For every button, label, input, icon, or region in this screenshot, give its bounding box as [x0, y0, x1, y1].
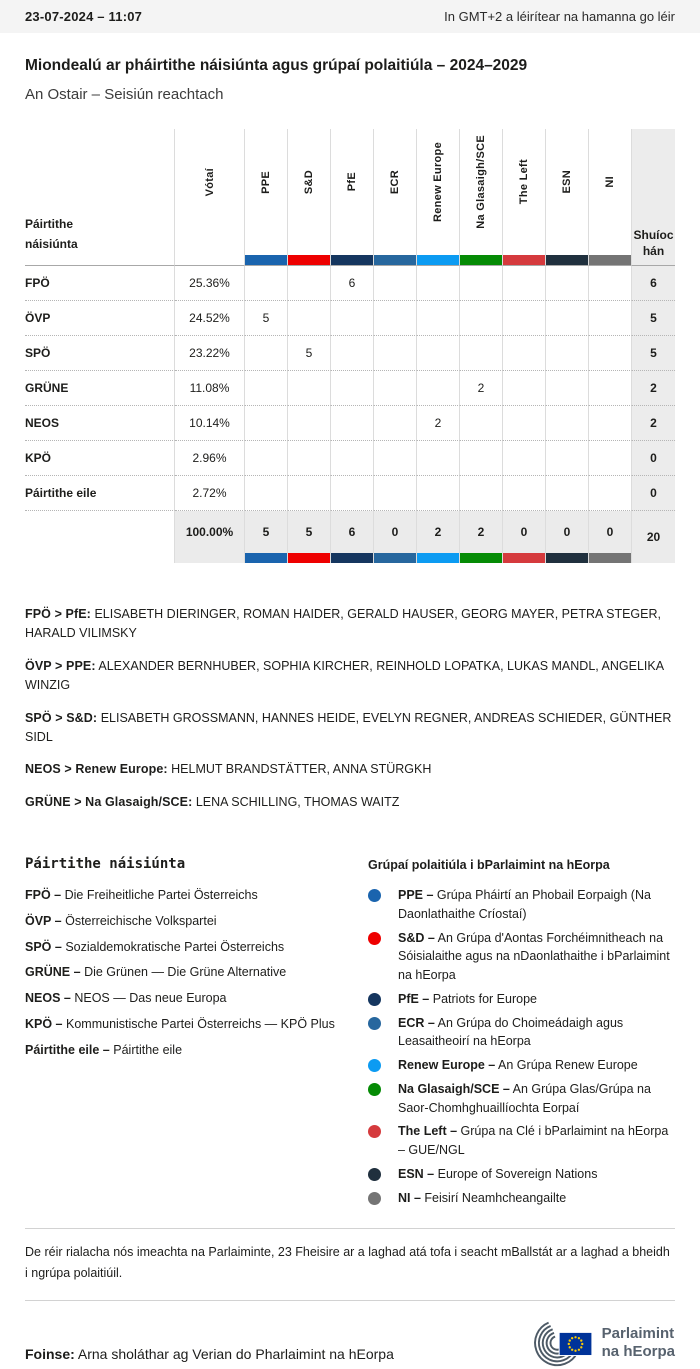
- seat-cell: [503, 441, 546, 476]
- group-color-bar: [546, 553, 588, 563]
- member-list-item: [25, 605, 675, 644]
- seat-cell: [546, 406, 589, 441]
- legend-item: ÖVP – Österreichische Volkspartei: [25, 913, 217, 928]
- group-column-header: Renew Europe: [417, 129, 460, 266]
- group-color-bar: [460, 553, 502, 563]
- seat-total-cell: 0: [632, 476, 675, 511]
- seat-cell: [546, 476, 589, 511]
- member-list-names: ELISABETH GROSSMANN, HANNES HEIDE, EVELYN REGNER, ANDREAS SCHIEDER, GÜNTHER SIDL: [25, 710, 672, 744]
- seat-cell: [288, 441, 331, 476]
- votes-column-header: Vótaí: [175, 129, 245, 266]
- group-column-header: PfE: [331, 129, 374, 266]
- seat-cell: [374, 336, 417, 371]
- seat-cell: 5: [288, 336, 331, 371]
- seat-cell: [589, 441, 632, 476]
- seat-cell: [288, 406, 331, 441]
- seat-cell: [374, 476, 417, 511]
- member-list-names: ALEXANDER BERNHUBER, SOPHIA KIRCHER, REINHOLD LOPATKA, LUKAS MANDL, ANGELIKA WINZIG: [25, 658, 664, 693]
- group-column-header: NI: [589, 129, 632, 266]
- votes-cell: 11.08%: [175, 371, 245, 406]
- seat-cell: [417, 441, 460, 476]
- source-line: [25, 1324, 394, 1362]
- group-color-bar: [589, 553, 631, 563]
- seat-cell: [288, 371, 331, 406]
- seat-cell: [503, 406, 546, 441]
- procedure-note: De réir rialacha nós imeachta na Parlaiminte, 23 Fheisire ar a laghad atá tofa i seacht mBallstát ar a laghad a bheidh i ngrúpa polaitiúil.: [25, 1245, 670, 1280]
- member-list-item: [25, 760, 675, 779]
- seat-cell: [460, 266, 503, 301]
- group-column-header: Na Glasaigh/SCE: [460, 129, 503, 266]
- total-row-spacer: [25, 511, 175, 563]
- seat-cell: [589, 476, 632, 511]
- timezone-note: In GMT+2 a léirítear na hamanna go léir: [444, 9, 675, 24]
- party-name: SPÖ: [25, 336, 175, 371]
- source-row: [25, 1317, 675, 1369]
- group-color-bar: [589, 255, 631, 265]
- legend-item: S&D – An Grúpa d'Aontas Forchéimnitheach na Sóisialaithe agus na nDaonlathaithe i bParlaimint na hEorpa: [368, 929, 675, 985]
- seat-cell: [417, 371, 460, 406]
- member-list-label: ÖVP > PPE:: [25, 658, 96, 673]
- seat-cell: [589, 301, 632, 336]
- seat-cell: [331, 476, 374, 511]
- group-color-bar: [331, 255, 373, 265]
- member-list-label: SPÖ > S&D:: [25, 710, 98, 725]
- seat-cell: [546, 441, 589, 476]
- seat-cell: [460, 406, 503, 441]
- votes-cell: 25.36%: [175, 266, 245, 301]
- party-name: GRÜNE: [25, 371, 175, 406]
- seat-total-cell: 2: [632, 371, 675, 406]
- seat-cell: [460, 476, 503, 511]
- member-list-item: [25, 657, 675, 696]
- group-color-dot: [368, 889, 381, 902]
- political-groups-legend: [368, 856, 675, 1212]
- group-color-bar: [374, 553, 416, 563]
- seat-cell: [503, 266, 546, 301]
- report-datetime: 23-07-2024 – 11:07: [25, 9, 143, 24]
- results-table: [25, 129, 675, 563]
- total-seat-cell: 2: [417, 511, 460, 563]
- total-votes-cell: 100.00%: [175, 511, 245, 563]
- seat-cell: 2: [460, 371, 503, 406]
- seat-cell: 6: [331, 266, 374, 301]
- votes-cell: 23.22%: [175, 336, 245, 371]
- votes-cell: 2.96%: [175, 441, 245, 476]
- votes-cell: 2.72%: [175, 476, 245, 511]
- seat-cell: [288, 301, 331, 336]
- group-color-bar: [503, 255, 545, 265]
- seat-total-cell: 5: [632, 301, 675, 336]
- party-name: ÖVP: [25, 301, 175, 336]
- seat-cell: [331, 441, 374, 476]
- group-color-bar: [331, 553, 373, 563]
- seat-cell: [245, 371, 288, 406]
- seat-total-cell: 2: [632, 406, 675, 441]
- grand-total-cell: 20: [632, 511, 675, 563]
- seat-cell: [331, 336, 374, 371]
- seat-cell: [374, 441, 417, 476]
- seat-cell: [589, 336, 632, 371]
- group-color-dot: [368, 1017, 381, 1030]
- group-color-bar: [288, 553, 330, 563]
- group-color-bar: [417, 553, 459, 563]
- legend-item: NEOS – NEOS — Das neue Europa: [25, 991, 227, 1005]
- group-color-bar: [417, 255, 459, 265]
- total-seat-cell: 2: [460, 511, 503, 563]
- legend-item: FPÖ – Die Freiheitliche Partei Österreichs: [25, 888, 258, 902]
- group-color-dot: [368, 932, 381, 945]
- seat-cell: [245, 336, 288, 371]
- seat-cell: [374, 301, 417, 336]
- group-color-bar: [460, 255, 502, 265]
- page-title: Miondealú ar pháirtithe náisiúnta agus grúpaí polaitiúla – 2024–2029: [25, 57, 528, 74]
- seat-cell: [331, 301, 374, 336]
- group-color-dot: [368, 1192, 381, 1205]
- member-lists: [25, 605, 675, 812]
- seat-total-cell: 6: [632, 266, 675, 301]
- group-color-bar: [546, 255, 588, 265]
- group-column-header: S&D: [288, 129, 331, 266]
- legend-item: Renew Europe – An Grúpa Renew Europe: [368, 1056, 675, 1075]
- party-name: Páirtithe eile: [25, 476, 175, 511]
- seat-cell: [374, 371, 417, 406]
- party-name: FPÖ: [25, 266, 175, 301]
- member-list-label: FPÖ > PfE:: [25, 607, 91, 621]
- seat-cell: [503, 371, 546, 406]
- national-legend-heading: Páirtithe náisiúnta: [25, 856, 186, 872]
- seat-cell: [546, 301, 589, 336]
- group-column-header: ESN: [546, 129, 589, 266]
- votes-cell: 10.14%: [175, 406, 245, 441]
- member-list-item: [25, 793, 675, 812]
- votes-cell: 24.52%: [175, 301, 245, 336]
- seat-cell: [417, 476, 460, 511]
- national-parties-legend: [25, 856, 360, 1212]
- seat-cell: [374, 406, 417, 441]
- group-column-header: ECR: [374, 129, 417, 266]
- legend-item: NI – Feisirí Neamhcheangailte: [368, 1189, 675, 1208]
- seat-cell: [245, 441, 288, 476]
- party-name: KPÖ: [25, 441, 175, 476]
- member-list-names: LENA SCHILLING, THOMAS WAITZ: [195, 794, 400, 809]
- total-seat-cell: 5: [245, 511, 288, 563]
- seat-total-cell: 5: [632, 336, 675, 371]
- seat-total-cell: 0: [632, 441, 675, 476]
- divider: [25, 1300, 675, 1301]
- seats-column-header: Shuíochán: [632, 129, 675, 266]
- legend-item: ESN – Europe of Sovereign Nations: [368, 1165, 675, 1184]
- legend-item: PPE – Grúpa Pháirtí an Phobail Eorpaigh (Na Daonlathaithe Críostaí): [368, 886, 675, 924]
- seat-cell: [331, 406, 374, 441]
- seat-cell: [546, 336, 589, 371]
- total-seat-cell: 0: [589, 511, 632, 563]
- seat-cell: [460, 441, 503, 476]
- total-seat-cell: 5: [288, 511, 331, 563]
- divider: [25, 1228, 675, 1229]
- member-list-names: ELISABETH DIERINGER, ROMAN HAIDER, GERALD HAUSER, GEORG MAYER, PETRA STEGER, HARALD VILIMSKY: [25, 607, 661, 641]
- total-seat-cell: 0: [503, 511, 546, 563]
- seat-cell: [589, 406, 632, 441]
- seat-cell: [245, 406, 288, 441]
- logo-wordmark: Parlaimint na hEorpa: [601, 1325, 675, 1360]
- legend-item: Na Glasaigh/SCE – An Grúpa Glas/Grúpa na Saor-Chomhghuaillíochta Eorpaí: [368, 1080, 675, 1118]
- page-subtitle: An Ostair – Seisiún reachtach: [25, 86, 224, 103]
- european-parliament-logo: [532, 1317, 675, 1369]
- seat-cell: [374, 266, 417, 301]
- seat-cell: [503, 301, 546, 336]
- group-color-dot: [368, 1059, 381, 1072]
- group-color-bar: [374, 255, 416, 265]
- legend-item: The Left – Grúpa na Clé i bParlaimint na hEorpa – GUE/NGL: [368, 1122, 675, 1160]
- group-color-bar: [288, 255, 330, 265]
- hemicycle-icon: [532, 1317, 594, 1369]
- legend-item: ECR – An Grúpa do Choimeádaigh agus Leasaitheoirí na hEorpa: [368, 1014, 675, 1052]
- legend-item: GRÜNE – Die Grünen — Die Grüne Alternative: [25, 965, 287, 980]
- total-seat-cell: 0: [546, 511, 589, 563]
- group-color-bar: [503, 553, 545, 563]
- legends: [25, 856, 675, 1212]
- seat-cell: 5: [245, 301, 288, 336]
- total-seat-cell: 0: [374, 511, 417, 563]
- seat-cell: [546, 266, 589, 301]
- seat-cell: [460, 336, 503, 371]
- seat-cell: 2: [417, 406, 460, 441]
- seat-cell: [288, 266, 331, 301]
- corner-header: Páirtithe náisiúnta: [25, 129, 175, 266]
- legend-item: KPÖ – Kommunistische Partei Österreichs — KPÖ Plus: [25, 1016, 335, 1031]
- source-label: Foinse:: [25, 1345, 75, 1362]
- group-color-bar: [245, 553, 287, 563]
- group-color-bar: [245, 255, 287, 265]
- source-text: Arna sholáthar ag Verian do Pharlaimint na hEorpa: [74, 1345, 394, 1362]
- seat-cell: [503, 336, 546, 371]
- seat-cell: [460, 301, 503, 336]
- group-color-dot: [368, 1125, 381, 1138]
- seat-cell: [245, 266, 288, 301]
- member-list-item: [25, 709, 675, 748]
- top-bar: [0, 0, 700, 33]
- member-list-names: HELMUT BRANDSTÄTTER, ANNA STÜRGKH: [171, 762, 432, 777]
- seat-cell: [546, 371, 589, 406]
- total-seat-cell: 6: [331, 511, 374, 563]
- seat-cell: [503, 476, 546, 511]
- legend-item: Páirtithe eile – Páirtithe eile: [25, 1042, 183, 1057]
- seat-cell: [417, 266, 460, 301]
- groups-legend-heading: Grúpaí polaitiúla i bParlaimint na hEorpa: [368, 858, 610, 872]
- group-color-dot: [368, 1168, 381, 1181]
- legend-item: SPÖ – Sozialdemokratische Partei Österreichs: [25, 939, 285, 954]
- seat-cell: [589, 266, 632, 301]
- group-color-dot: [368, 993, 381, 1006]
- seat-cell: [417, 301, 460, 336]
- group-column-header: The Left: [503, 129, 546, 266]
- party-name: NEOS: [25, 406, 175, 441]
- group-color-dot: [368, 1083, 381, 1096]
- member-list-label: NEOS > Renew Europe:: [25, 762, 168, 777]
- seat-cell: [589, 371, 632, 406]
- seat-cell: [288, 476, 331, 511]
- legend-item: PfE – Patriots for Europe: [368, 990, 675, 1009]
- seat-cell: [417, 336, 460, 371]
- seat-cell: [245, 476, 288, 511]
- member-list-label: GRÜNE > Na Glasaigh/SCE:: [25, 794, 193, 809]
- seat-cell: [331, 371, 374, 406]
- group-column-header: PPE: [245, 129, 288, 266]
